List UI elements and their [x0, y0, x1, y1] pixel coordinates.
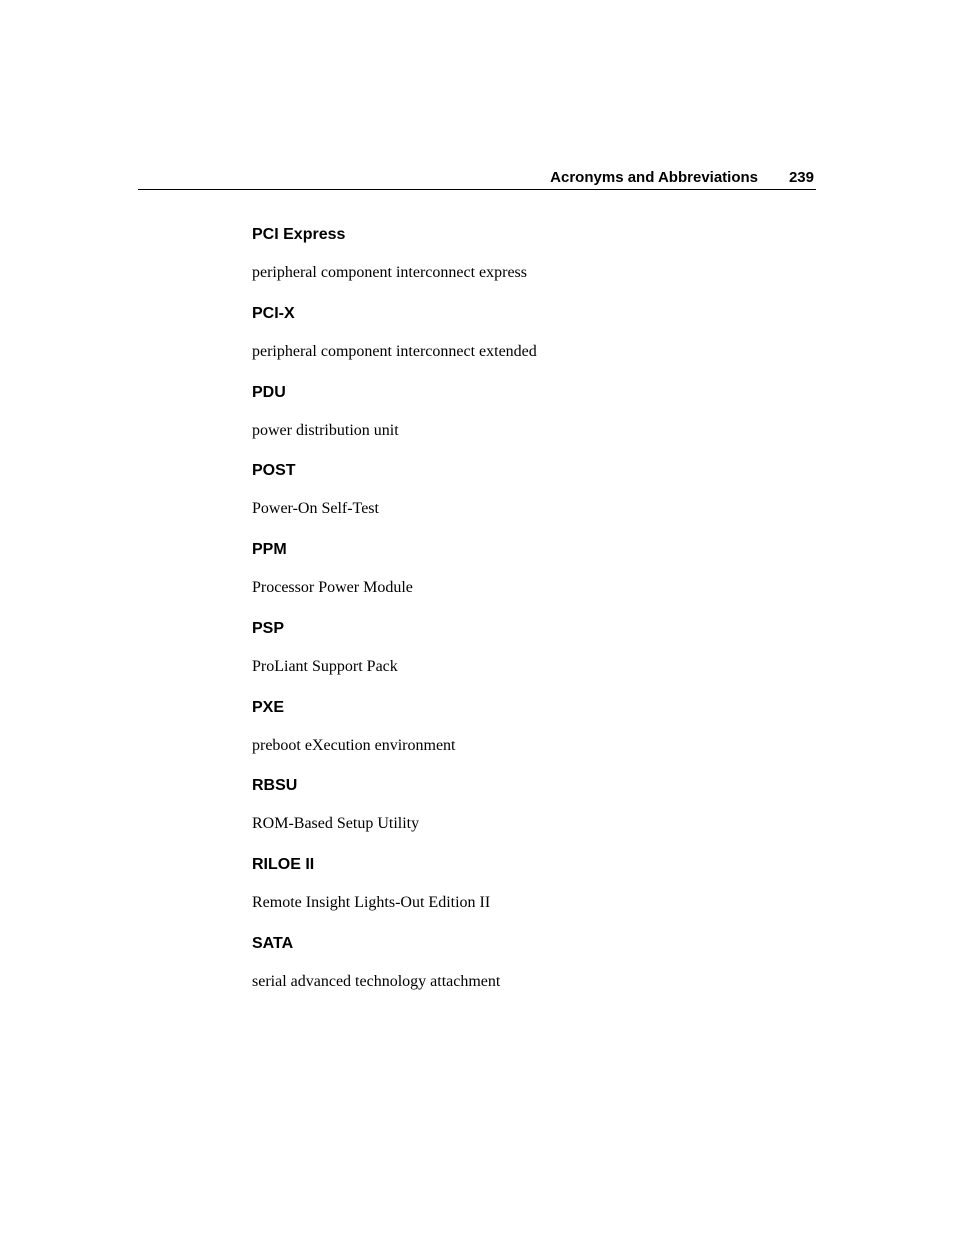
entry-term: SATA [252, 935, 294, 952]
entry-definition: Power-On Self-Test [252, 500, 379, 517]
glossary-entry [252, 225, 812, 283]
glossary-entry [252, 540, 812, 598]
entry-definition: ProLiant Support Pack [252, 658, 398, 675]
entry-definition: peripheral component interconnect extended [252, 343, 537, 360]
entry-definition: peripheral component interconnect express [252, 264, 527, 281]
entry-definition: Processor Power Module [252, 579, 413, 596]
entry-term: PDU [252, 384, 286, 401]
entry-definition: ROM-Based Setup Utility [252, 815, 420, 832]
entry-term: RBSU [252, 777, 298, 794]
entry-definition: power distribution unit [252, 422, 399, 439]
entry-term: PSP [252, 620, 285, 637]
glossary-entry [252, 776, 812, 834]
page-number: 239 [788, 169, 814, 186]
glossary-entry [252, 304, 812, 362]
entry-term: POST [252, 462, 296, 479]
entry-definition: preboot eXecution environment [252, 737, 456, 754]
glossary-entry [252, 461, 812, 519]
glossary-entry [252, 934, 812, 992]
entry-definition: serial advanced technology attachment [252, 973, 501, 990]
glossary-entry [252, 698, 812, 756]
running-header [138, 167, 816, 190]
entry-term: PCI-X [252, 305, 295, 322]
glossary-entry [252, 855, 812, 913]
glossary-entry [252, 619, 812, 677]
entry-term: PXE [252, 699, 285, 716]
entry-term: PPM [252, 541, 287, 558]
header-title: Acronyms and Abbreviations [550, 169, 758, 186]
entry-term: RILOE II [252, 856, 315, 873]
glossary-entry [252, 383, 812, 441]
entry-term: PCI Express [252, 226, 346, 243]
entry-definition: Remote Insight Lights-Out Edition II [252, 894, 491, 911]
